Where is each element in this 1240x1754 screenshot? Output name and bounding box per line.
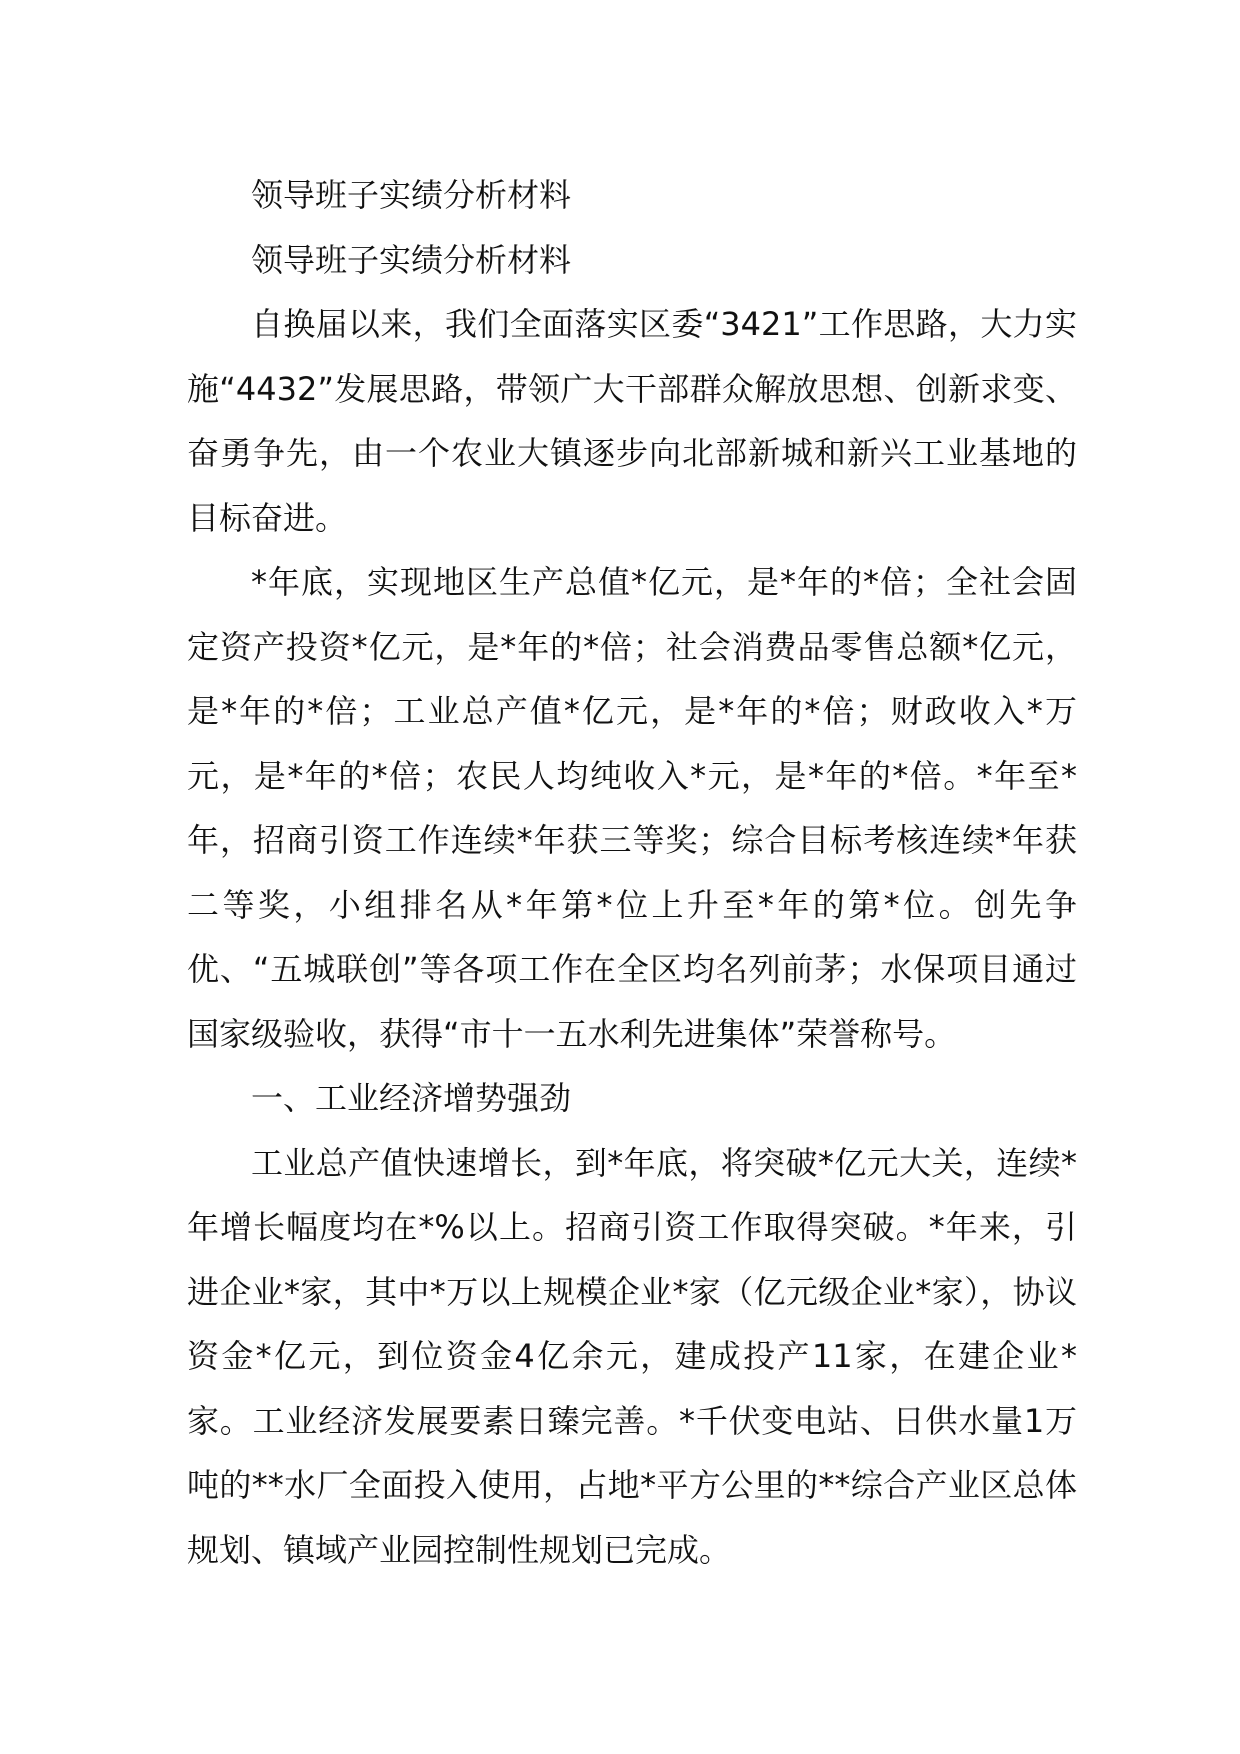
- industry-paragraph: 工业总产值快速增长，到*年底，将突破*亿元大关，连续*年增长幅度均在*%以上。招商引资工作取得突破。*年来，引进企业*家，其中*万以上规模企业*家（亿元级企业*家），协议资金*亿元，到位资金4亿余元，建成投产11家，在建企业*家。工业经济发展要素日臻完善。*千伏变电站、日供水量1万吨的**水厂全面投入使用，占地*平方公里的**综合产业区总体规划、镇域产业园控制性规划已完成。: [187, 1143, 1077, 1569]
- section-heading: 一、工业经济增势强劲: [251, 1079, 572, 1117]
- document-title: 领导班子实绩分析材料: [251, 176, 572, 214]
- document-subtitle: 领导班子实绩分析材料: [251, 240, 572, 279]
- achievements-paragraph: *年底，实现地区生产总值*亿元，是*年的*倍；全社会固定资产投资*亿元，是*年的*倍；社会消费品零售总额*亿元，是*年的*倍；工业总产值*亿元，是*年的*倍；财政收入*万元，是*年的*倍；农民人均纯收入*元，是*年的*倍。*年至*年，招商引资工作连续*年获三等奖；综合目标考核连续*年获二等奖，小组排名从*年第*位上升至*年的第*位。创先争优、“五城联创”等各项工作在全区均名列前茅；水保项目通过国家级验收，获得“市十一五水利先进集体”荣誉称号。: [187, 563, 1077, 1053]
- document-body: [187, 163, 1077, 1582]
- intro-paragraph: 自换届以来，我们全面落实区委“3421”工作思路，大力实施“4432”发展思路，带领广大干部群众解放思想、创新求变、奋勇争先，由一个农业大镇逐步向北部新城和新兴工业基地的目标奋进。: [187, 305, 1077, 537]
